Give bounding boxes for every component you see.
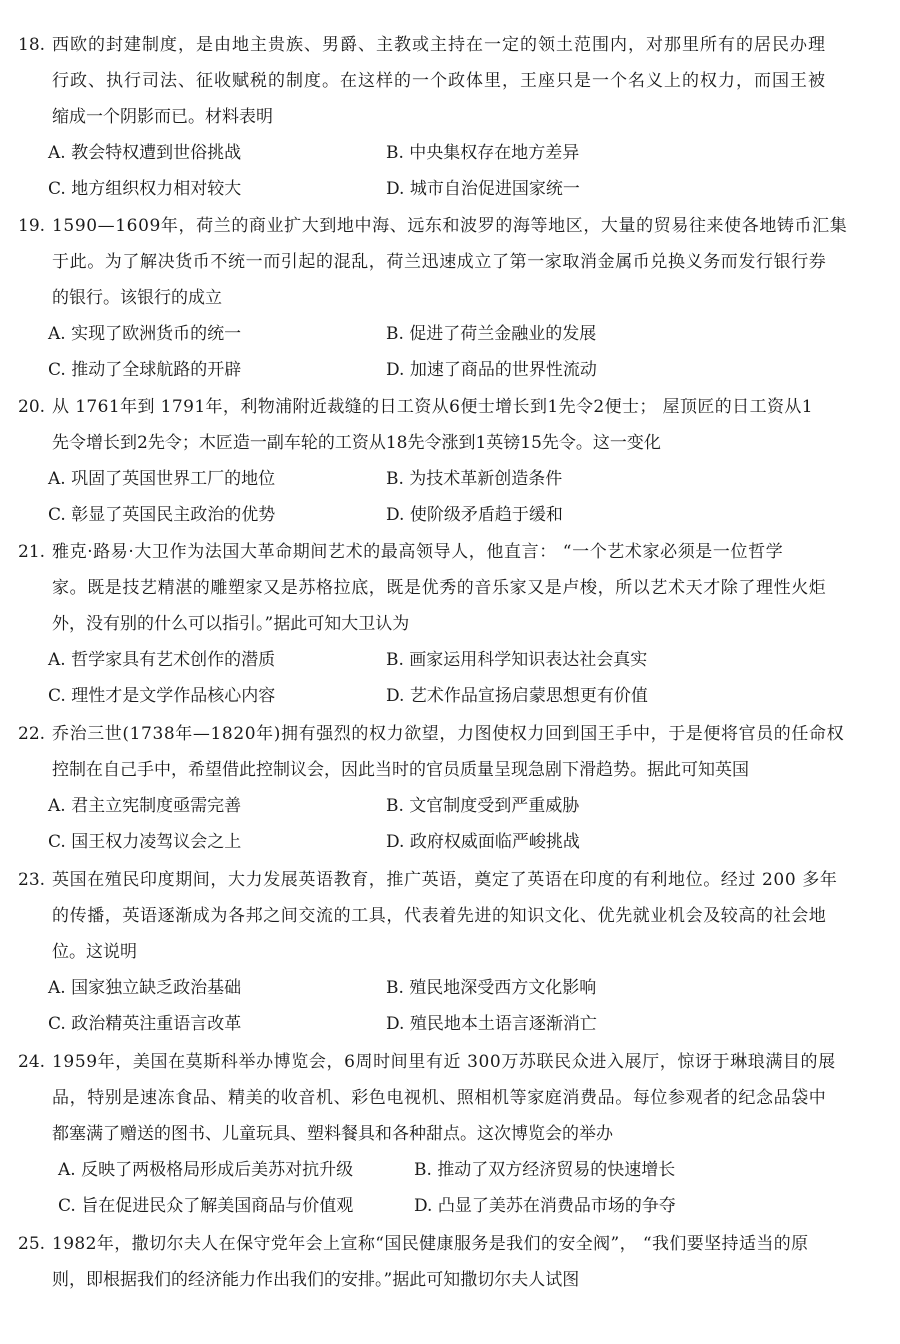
question-stem-line: 英国在殖民印度期间，大力发展英语教育，推广英语，奠定了英语在印度的有利地位。经过 200 多年 — [52, 870, 838, 890]
question-number: 18. — [18, 35, 46, 55]
option-b[interactable]: B. 画家运用科学知识表达社会真实 — [386, 650, 648, 670]
question-stem-line: 家。既是技艺精湛的雕塑家又是苏格拉底，既是优秀的音乐家又是卢梭，所以艺术天才除了理性火炬 — [52, 578, 827, 598]
option-c[interactable]: C. 旨在促进民众了解美国商品与价值观 — [58, 1196, 354, 1216]
option-a[interactable]: A. 反映了两极格局形成后美苏对抗升级 — [58, 1160, 354, 1180]
option-d[interactable]: D. 政府权威面临严峻挑战 — [386, 832, 580, 852]
question-stem-line: 1590—1609年，荷兰的商业扩大到地中海、远东和波罗的海等地区，大量的贸易往来使各地铸币汇集 — [52, 216, 848, 236]
option-c[interactable]: C. 推动了全球航路的开辟 — [48, 360, 242, 380]
option-d[interactable]: D. 城市自治促进国家统一 — [386, 179, 580, 199]
option-d[interactable]: D. 使阶级矛盾趋于缓和 — [386, 505, 563, 525]
option-b[interactable]: B. 文官制度受到严重威胁 — [386, 796, 580, 816]
question-stem-line: 乔治三世(1738年—1820年)拥有强烈的权力欲望，力图使权力回到国王手中，于是便将官员的任命权 — [52, 724, 845, 744]
question-stem-line: 的银行。该银行的成立 — [52, 288, 222, 308]
question-stem-line: 西欧的封建制度，是由地主贵族、男爵、主教或主持在一定的领土范围内，对那里所有的居民办理 — [52, 35, 826, 55]
question-stem-line: 缩成一个阴影而已。材料表明 — [52, 107, 273, 127]
option-c[interactable]: C. 国王权力凌驾议会之上 — [48, 832, 242, 852]
option-b[interactable]: B. 殖民地深受西方文化影响 — [386, 978, 597, 998]
question-stem-line: 都塞满了赠送的图书、儿童玩具、塑料餐具和各种甜点。这次博览会的举办 — [52, 1124, 613, 1144]
option-b[interactable]: B. 推动了双方经济贸易的快速增长 — [414, 1160, 676, 1180]
question-stem-line: 则，即根据我们的经济能力作出我们的安排。”据此可知撒切尔夫人试图 — [52, 1270, 580, 1290]
question-number: 20. — [18, 397, 46, 417]
question-stem-line: 行政、执行司法、征收赋税的制度。在这样的一个政体里，王座只是一个名义上的权力，而国王被 — [52, 71, 826, 91]
option-b[interactable]: B. 为技术革新创造条件 — [386, 469, 563, 489]
question-stem-line: 从 1761年到 1791年，利物浦附近裁缝的日工资从6便士增长到1先令2便士； 屋顶匠的日工资从1 — [52, 397, 814, 417]
question-stem-line: 雅克·路易·大卫作为法国大革命期间艺术的最高领导人，他直言： “一个艺术家必须是一位哲学 — [52, 542, 784, 562]
question-stem-line: 1959年，美国在莫斯科举办博览会，6周时间里有近 300万苏联民众进入展厅，惊讶于琳琅满目的展 — [52, 1052, 836, 1072]
option-c[interactable]: C. 彰显了英国民主政治的优势 — [48, 505, 276, 525]
question-stem-line: 控制在自己手中，希望借此控制议会，因此当时的官员质量呈现急剧下滑趋势。据此可知英国 — [52, 760, 749, 780]
option-c[interactable]: C. 政治精英注重语言改革 — [48, 1014, 242, 1034]
option-d[interactable]: D. 凸显了美苏在消费品市场的争夺 — [414, 1196, 676, 1216]
question-stem-line: 外，没有别的什么可以指引。”据此可知大卫认为 — [52, 614, 410, 634]
option-a[interactable]: A. 君主立宪制度亟需完善 — [48, 796, 242, 816]
option-b[interactable]: B. 中央集权存在地方差异 — [386, 143, 580, 163]
question-number: 22. — [18, 724, 46, 744]
question-stem-line: 先令增长到2先令；木匠造一副车轮的工资从18先令涨到1英镑15先令。这一变化 — [52, 433, 661, 453]
question-number: 19. — [18, 216, 46, 236]
question-stem-line: 位。这说明 — [52, 942, 137, 962]
question-number: 21. — [18, 542, 46, 562]
option-a[interactable]: A. 实现了欧洲货币的统一 — [48, 324, 242, 344]
question-stem-line: 的传播，英语逐渐成为各邦之间交流的工具，代表着先进的知识文化、优先就业机会及较高的社会地 — [52, 906, 827, 926]
option-d[interactable]: D. 艺术作品宣扬启蒙思想更有价值 — [386, 686, 648, 706]
question-stem-line: 1982年，撒切尔夫人在保守党年会上宣称“国民健康服务是我们的安全阀”， “我们要坚持适当的原 — [52, 1234, 809, 1254]
question-number: 24. — [18, 1052, 46, 1072]
question-stem-line: 于此。为了解决货币不统一而引起的混乱，荷兰迅速成立了第一家取消金属币兑换义务而发行银行券 — [52, 252, 827, 272]
option-a[interactable]: A. 哲学家具有艺术创作的潜质 — [48, 650, 276, 670]
option-d[interactable]: D. 加速了商品的世界性流动 — [386, 360, 597, 380]
option-d[interactable]: D. 殖民地本土语言逐渐消亡 — [386, 1014, 597, 1034]
option-b[interactable]: B. 促进了荷兰金融业的发展 — [386, 324, 597, 344]
question-number: 23. — [18, 870, 46, 890]
question-stem-line: 品，特别是速冻食品、精美的收音机、彩色电视机、照相机等家庭消费品。每位参观者的纪念品袋中 — [52, 1088, 827, 1108]
option-a[interactable]: A. 国家独立缺乏政治基础 — [48, 978, 242, 998]
question-number: 25. — [18, 1234, 46, 1254]
option-c[interactable]: C. 地方组织权力相对较大 — [48, 179, 242, 199]
option-c[interactable]: C. 理性才是文学作品核心内容 — [48, 686, 276, 706]
option-a[interactable]: A. 巩固了英国世界工厂的地位 — [48, 469, 276, 489]
option-a[interactable]: A. 教会特权遭到世俗挑战 — [48, 143, 242, 163]
